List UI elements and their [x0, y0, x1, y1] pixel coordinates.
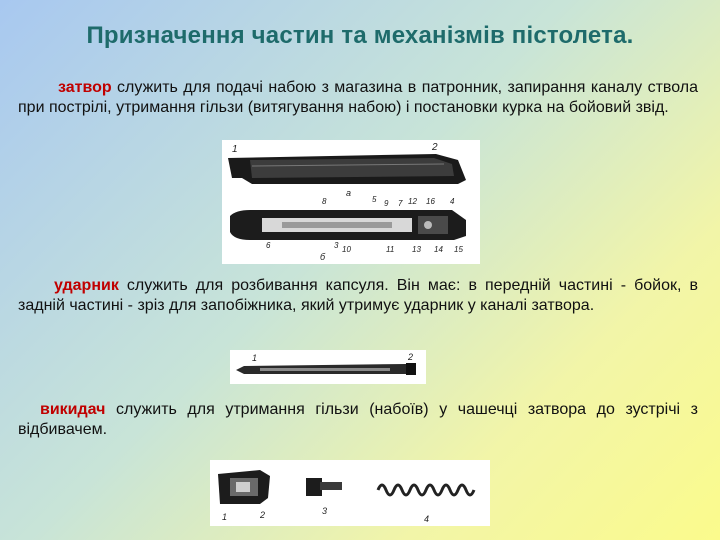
extractor-term: викидач [40, 401, 106, 418]
slide-label-6: 6 [266, 241, 271, 250]
slide-label-13: 13 [412, 245, 421, 254]
slide-term: затвор [58, 79, 112, 96]
extractor-label-3: 3 [322, 506, 328, 516]
slide-label-14: 14 [434, 245, 443, 254]
slide-label-2: 2 [432, 142, 438, 153]
striker-label-1: 1 [252, 353, 258, 363]
slide-label-1: 1 [232, 144, 238, 155]
slide-figure [222, 140, 480, 264]
slide-label-16: 16 [426, 197, 435, 206]
extractor-figure [210, 460, 490, 526]
extractor-label-4: 4 [424, 514, 430, 524]
extractor-label-2: 2 [260, 510, 266, 520]
slide-label-a: a [346, 188, 352, 198]
slide-label-15: 15 [454, 245, 463, 254]
slide-description [18, 78, 698, 118]
striker-label-2: 2 [408, 352, 414, 362]
slide-label-4: 4 [450, 197, 455, 206]
page-title: Призначення частин та механізмів пістолета. [86, 22, 634, 49]
striker-term: ударник [54, 277, 119, 294]
extractor-description [18, 400, 698, 440]
striker-figure [230, 350, 426, 384]
striker-text: служить для розбивання капсуля. Він має: в передній частині - бойок, в задній частині - зріз для запобіжника, який утримує ударник у каналі затвора. [18, 277, 698, 314]
extractor-label-1: 1 [222, 512, 228, 522]
slide-label-9: 9 [384, 199, 389, 208]
slide-label-7: 7 [398, 199, 403, 208]
slide-label-5: 5 [372, 195, 377, 204]
slide-label-10: 10 [342, 245, 351, 254]
slide-label-b: б [320, 252, 326, 262]
slide-label-3: 3 [334, 241, 339, 250]
slide-label-8: 8 [322, 197, 327, 206]
extractor-text: служить для утримання гільзи (набоїв) у чашечці затвора до зустрічі з відбивачем. [18, 401, 698, 438]
striker-description [18, 276, 698, 316]
slide-label-12: 12 [408, 197, 417, 206]
slide-text: служить для подачі набою з магазина в патронник, запирання каналу ствола при пострілі, утримання гільзи (витягування набою) і постановки курка на бойовий звід. [18, 79, 698, 116]
slide-label-11: 11 [386, 245, 395, 254]
